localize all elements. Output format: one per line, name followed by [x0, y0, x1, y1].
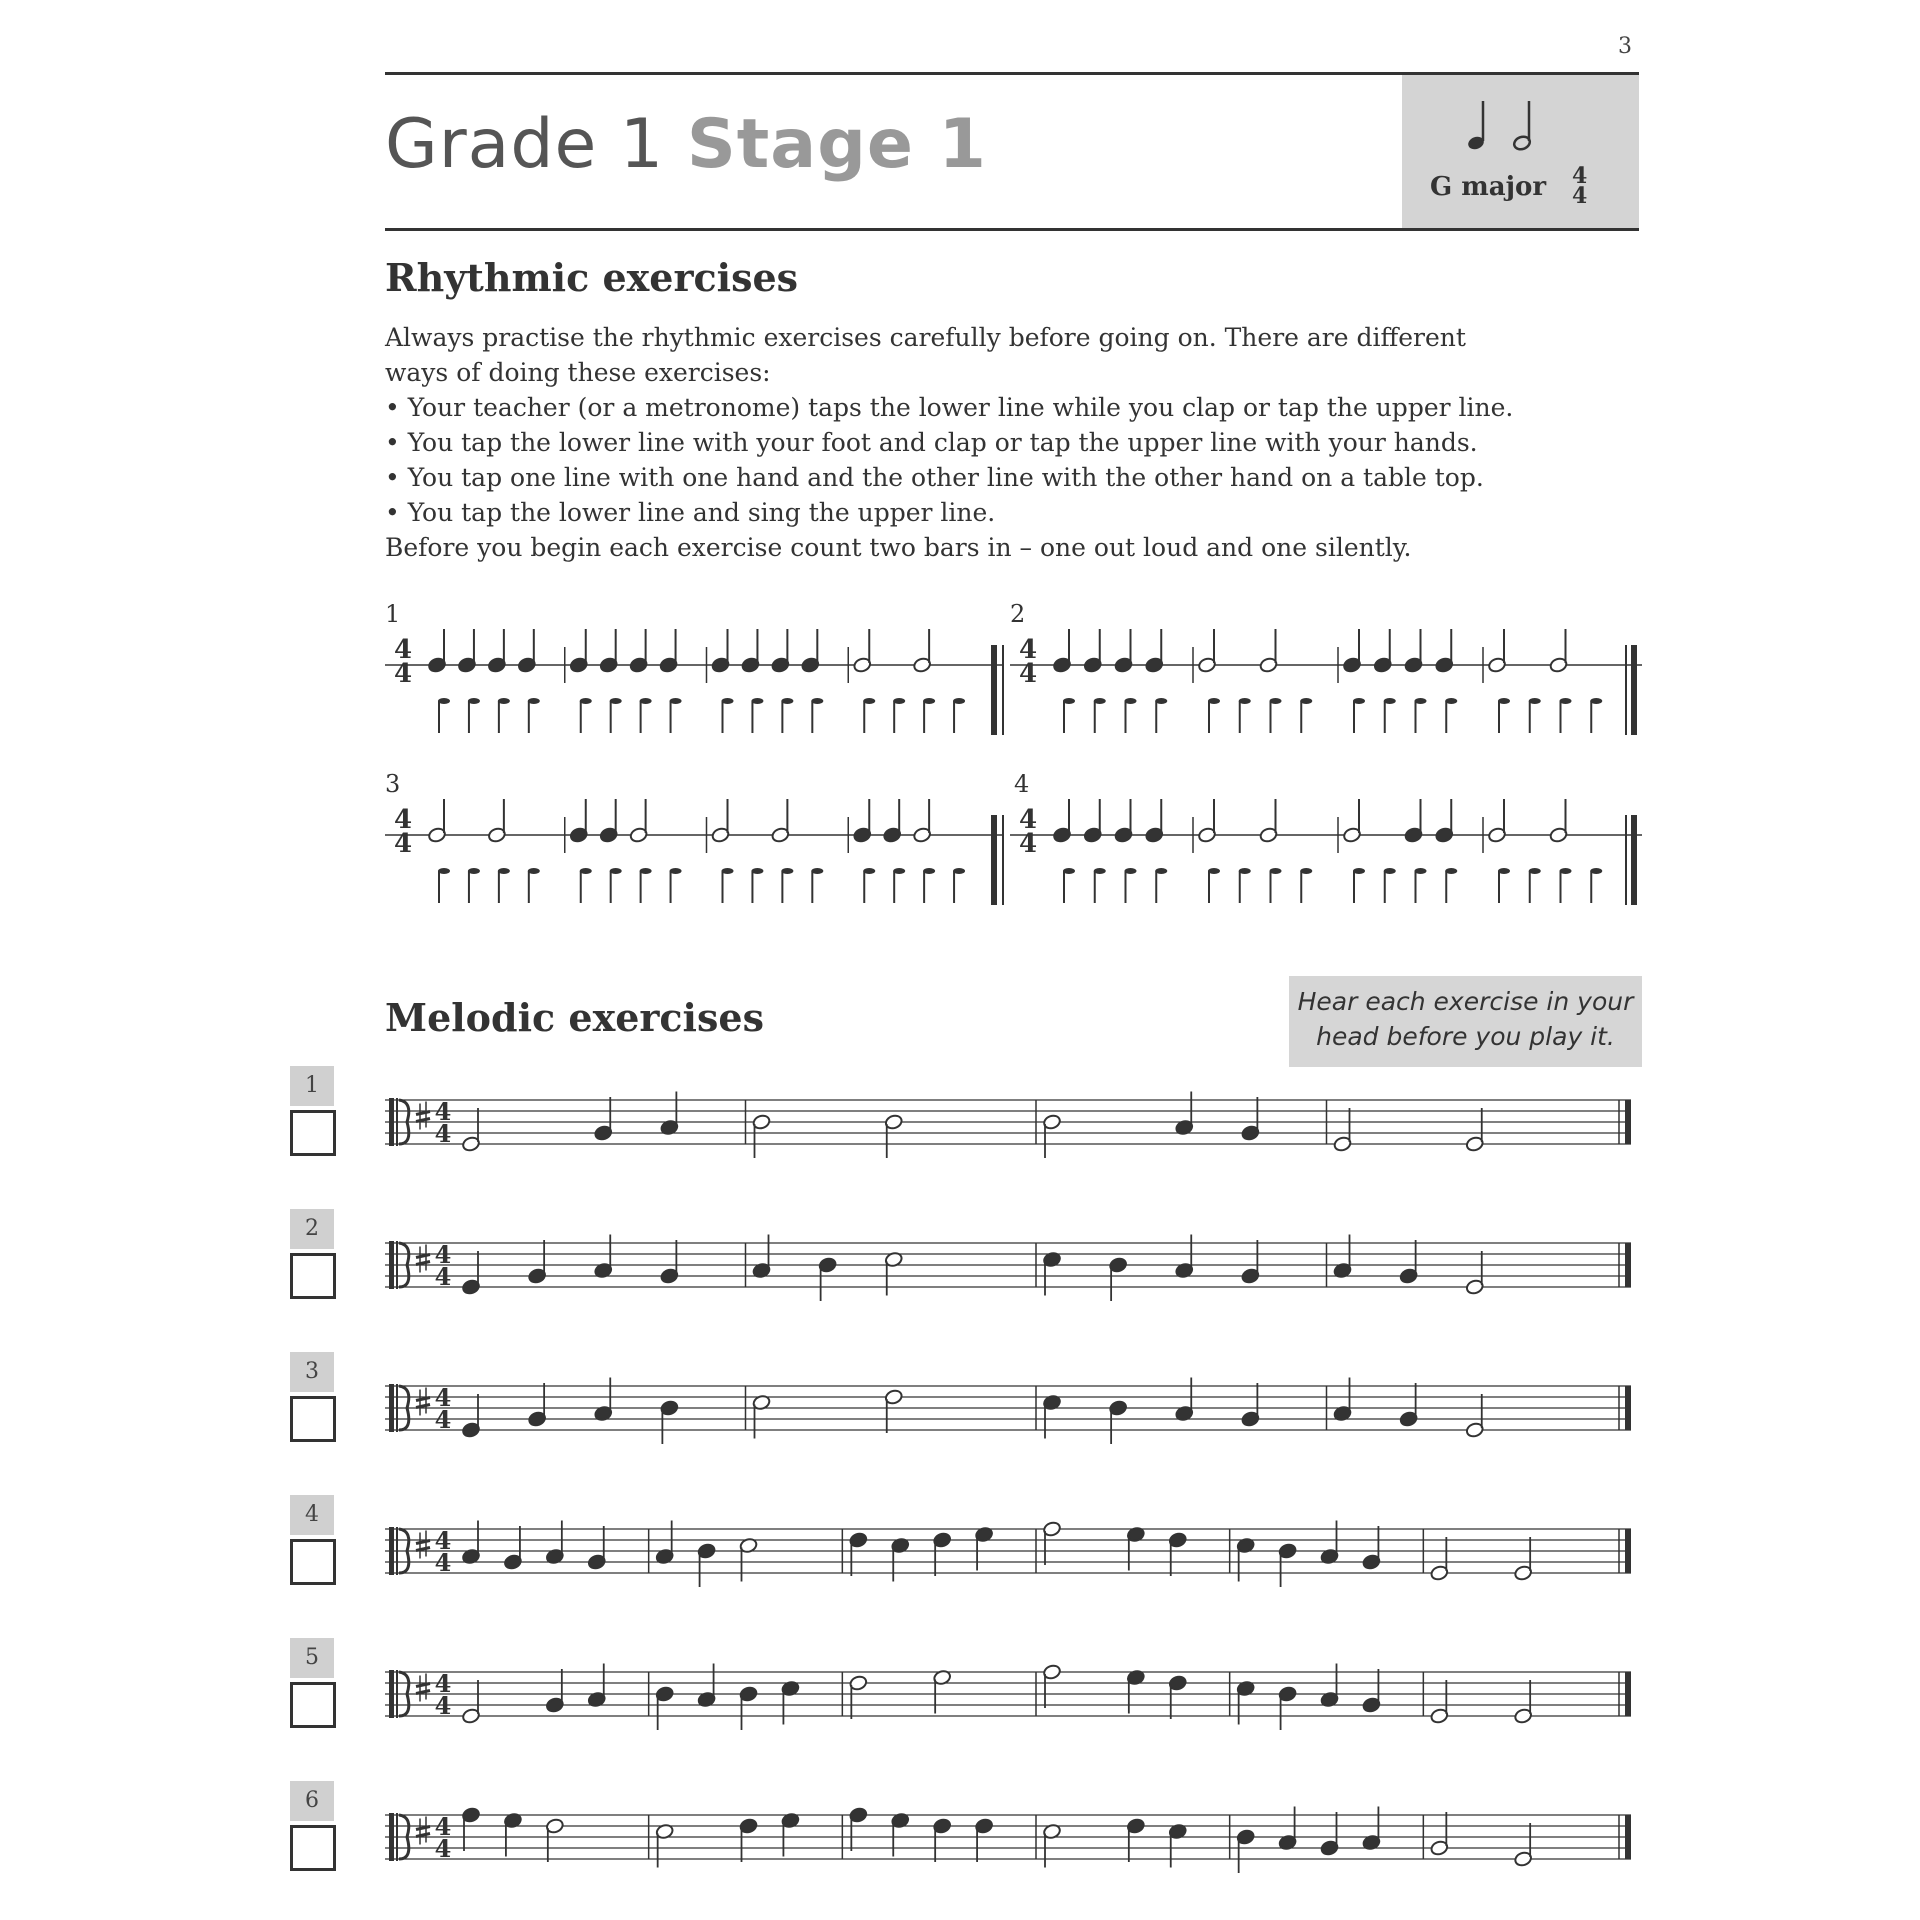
- pulse-note: [670, 698, 682, 704]
- time-signature-top: 4: [393, 805, 413, 835]
- time-signature-top: 4: [434, 1097, 452, 1126]
- intro-bullet: • You tap the lower line and sing the upper line.: [385, 498, 996, 527]
- time-signature-top: 4: [434, 1812, 452, 1841]
- alto-clef: [389, 1098, 394, 1146]
- exercise-checkbox[interactable]: [290, 1396, 336, 1442]
- alto-clef-stroke: [396, 1241, 398, 1289]
- rhythmic-heading: Rhythmic exercises: [385, 255, 799, 300]
- pulse-note: [1155, 698, 1167, 704]
- pulse-note: [1063, 698, 1075, 704]
- pulse-note: [528, 868, 540, 874]
- sharp-icon: [416, 1262, 430, 1265]
- pulse-note: [1063, 868, 1075, 874]
- sharp-icon: [416, 1112, 430, 1115]
- time-signature-top: 4: [434, 1383, 452, 1412]
- note-values-icon: [1402, 75, 1639, 228]
- rhythmic-instructions: [385, 320, 1565, 565]
- rhythm-exercise-number: 4: [1014, 770, 1030, 798]
- exercise-checkbox[interactable]: [290, 1682, 336, 1728]
- melody-exercise-number: 5: [290, 1638, 334, 1678]
- pulse-note: [1239, 698, 1251, 704]
- sharp-icon: [416, 1119, 430, 1122]
- pulse-note: [751, 868, 763, 874]
- pulse-note: [580, 868, 592, 874]
- pulse-note: [1415, 698, 1427, 704]
- time-signature-bottom: 4: [434, 1548, 452, 1577]
- alto-clef-stroke: [396, 1813, 398, 1861]
- title-grade: Grade 1: [385, 105, 665, 184]
- pulse-note: [1498, 868, 1510, 874]
- hint-line-1: Hear each exercise in your: [1297, 987, 1634, 1016]
- pulse-note: [1445, 868, 1457, 874]
- alto-clef-stroke: [396, 1384, 398, 1432]
- time-signature-top: 4: [434, 1526, 452, 1555]
- time-signature-top: 4: [1018, 805, 1038, 835]
- time-signature-bottom: 4: [434, 1119, 452, 1148]
- pulse-note: [1384, 698, 1396, 704]
- pulse-note: [1590, 698, 1602, 704]
- sharp-icon: [416, 1548, 430, 1551]
- alto-clef: [389, 1241, 394, 1289]
- time-signature-bottom: 4: [1018, 829, 1038, 859]
- intro-bullet: • Your teacher (or a metronome) taps the lower line while you clap or tap the upper line.: [385, 393, 1514, 422]
- time-signature-bottom: 4: [1572, 183, 1588, 209]
- sharp-icon: [416, 1541, 430, 1544]
- rhythm-exercise-4: [1010, 795, 1650, 915]
- hint-box: [1289, 976, 1642, 1067]
- intro-line: Before you begin each exercise count two bars in – one out loud and one silently.: [385, 533, 1412, 562]
- rhythm-exercise-number: 1: [385, 600, 401, 628]
- pulse-note: [811, 868, 823, 874]
- pulse-note: [640, 698, 652, 704]
- exercise-checkbox[interactable]: [290, 1253, 336, 1299]
- pulse-note: [1094, 868, 1106, 874]
- time-signature-bottom: 4: [1018, 659, 1038, 689]
- time-signature-top: 4: [434, 1240, 452, 1269]
- pulse-note: [1125, 868, 1137, 874]
- alto-clef-stroke: [396, 1098, 398, 1146]
- pulse-note: [1560, 698, 1572, 704]
- melody-exercise-number: 2: [290, 1209, 334, 1249]
- pulse-note: [781, 868, 793, 874]
- time-signature-bottom: 4: [393, 659, 413, 689]
- time-signature-top: 4: [434, 1669, 452, 1698]
- header-rule-bottom: [385, 228, 1639, 231]
- pulse-note: [1208, 868, 1220, 874]
- pulse-note: [722, 868, 734, 874]
- sharp-icon: [416, 1405, 430, 1408]
- melodic-heading: Melodic exercises: [385, 995, 764, 1040]
- time-signature-bottom: 4: [434, 1262, 452, 1291]
- key-info-box: [1402, 75, 1639, 228]
- pulse-note: [1094, 698, 1106, 704]
- pulse-note: [1529, 698, 1541, 704]
- pulse-note: [1239, 868, 1251, 874]
- pulse-note: [1270, 698, 1282, 704]
- exercise-checkbox[interactable]: [290, 1825, 336, 1871]
- rhythm-exercise-number: 3: [385, 770, 401, 798]
- sharp-icon: [416, 1398, 430, 1401]
- page-number: 3: [1618, 34, 1632, 59]
- pulse-note: [438, 868, 450, 874]
- pulse-note: [1384, 868, 1396, 874]
- intro-line: ways of doing these exercises:: [385, 358, 771, 387]
- pulse-note: [1529, 868, 1541, 874]
- pulse-note: [893, 698, 905, 704]
- rhythm-exercise-3: [385, 795, 1010, 915]
- pulse-note: [953, 698, 965, 704]
- alto-clef-stroke: [396, 1670, 398, 1718]
- title-stage: Stage 1: [686, 105, 987, 184]
- pulse-note: [610, 698, 622, 704]
- pulse-note: [923, 698, 935, 704]
- melody-exercise-number: 3: [290, 1352, 334, 1392]
- alto-clef-stroke: [396, 1527, 398, 1575]
- pulse-note: [1300, 698, 1312, 704]
- melody-exercise-3: [385, 1356, 1645, 1476]
- pulse-note: [670, 868, 682, 874]
- alto-clef: [389, 1813, 394, 1861]
- time-signature-top: 4: [1018, 635, 1038, 665]
- pulse-note: [1415, 868, 1427, 874]
- pulse-note: [468, 698, 480, 704]
- alto-clef: [389, 1527, 394, 1575]
- pulse-note: [610, 868, 622, 874]
- pulse-note: [953, 868, 965, 874]
- pulse-note: [580, 698, 592, 704]
- rhythm-exercise-1: [385, 625, 1010, 745]
- time-signature-top: 4: [1572, 163, 1588, 189]
- page-title: [385, 105, 987, 184]
- melody-exercise-5: [385, 1642, 1645, 1762]
- key-signature-label: G major: [1430, 172, 1547, 202]
- sharp-icon: [416, 1827, 430, 1830]
- melody-exercise-1: [385, 1070, 1645, 1190]
- time-signature-bottom: 4: [434, 1691, 452, 1720]
- pulse-note: [498, 698, 510, 704]
- pulse-note: [1590, 868, 1602, 874]
- sharp-icon: [416, 1255, 430, 1258]
- hint-line-2: head before you play it.: [1316, 1022, 1615, 1051]
- pulse-note: [1498, 698, 1510, 704]
- pulse-note: [863, 868, 875, 874]
- time-signature-bottom: 4: [434, 1405, 452, 1434]
- alto-clef: [389, 1670, 394, 1718]
- sharp-icon: [416, 1691, 430, 1694]
- intro-line: Always practise the rhythmic exercises carefully before going on. There are different: [385, 323, 1466, 352]
- pulse-note: [498, 868, 510, 874]
- time-signature: [1572, 163, 1588, 209]
- rhythm-exercise-number: 2: [1010, 600, 1026, 628]
- time-signature-bottom: 4: [393, 829, 413, 859]
- pulse-note: [1353, 698, 1365, 704]
- pulse-note: [1125, 698, 1137, 704]
- sharp-icon: [416, 1834, 430, 1837]
- pulse-note: [1353, 868, 1365, 874]
- pulse-note: [640, 868, 652, 874]
- pulse-note: [1560, 868, 1572, 874]
- pulse-note: [528, 698, 540, 704]
- pulse-note: [1208, 698, 1220, 704]
- pulse-note: [781, 698, 793, 704]
- exercise-checkbox[interactable]: [290, 1110, 336, 1156]
- pulse-note: [1270, 868, 1282, 874]
- pulse-note: [923, 868, 935, 874]
- intro-bullet: • You tap one line with one hand and the other line with the other hand on a table top.: [385, 463, 1484, 492]
- pulse-note: [1445, 698, 1457, 704]
- time-signature-bottom: 4: [434, 1834, 452, 1863]
- pulse-note: [722, 698, 734, 704]
- exercise-checkbox[interactable]: [290, 1539, 336, 1585]
- pulse-note: [1300, 868, 1312, 874]
- melody-exercise-2: [385, 1213, 1645, 1333]
- melody-exercise-6: [385, 1785, 1645, 1905]
- pulse-note: [893, 868, 905, 874]
- pulse-note: [1155, 868, 1167, 874]
- pulse-note: [468, 868, 480, 874]
- intro-bullet: • You tap the lower line with your foot and clap or tap the upper line with your hands.: [385, 428, 1478, 457]
- melody-exercise-number: 6: [290, 1781, 334, 1821]
- time-signature-top: 4: [393, 635, 413, 665]
- melody-exercise-4: [385, 1499, 1645, 1619]
- pulse-note: [751, 698, 763, 704]
- alto-clef: [389, 1384, 394, 1432]
- melody-exercise-number: 1: [290, 1066, 334, 1106]
- pulse-note: [811, 698, 823, 704]
- pulse-note: [863, 698, 875, 704]
- melody-exercise-number: 4: [290, 1495, 334, 1535]
- pulse-note: [438, 698, 450, 704]
- sharp-icon: [416, 1684, 430, 1687]
- rhythm-exercise-2: [1010, 625, 1650, 745]
